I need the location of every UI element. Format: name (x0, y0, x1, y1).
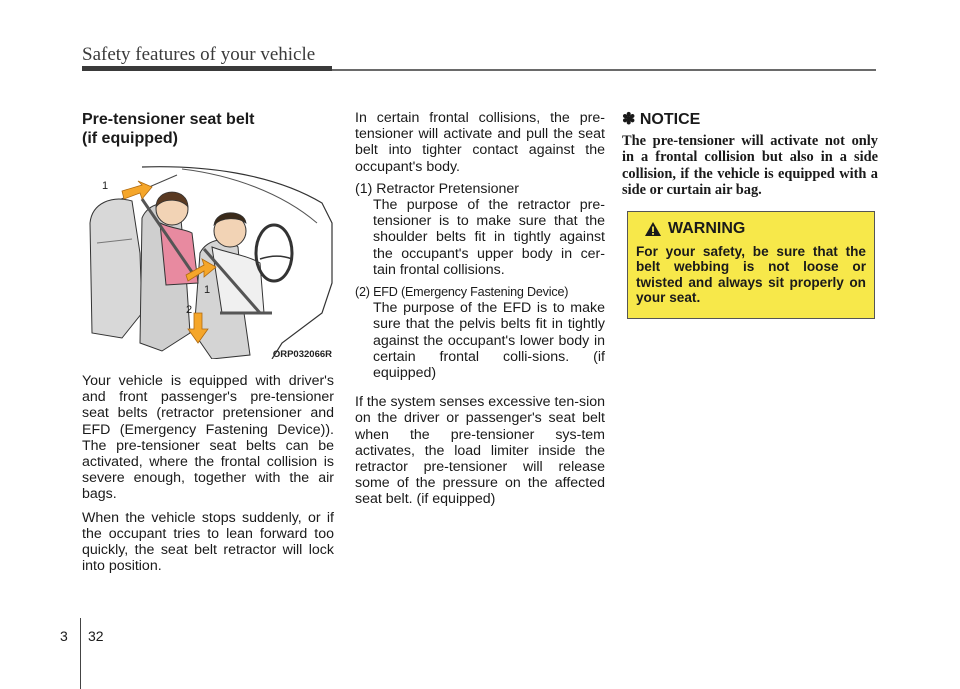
efd-label: (2) EFD (Emergency Fastening Device) (355, 285, 569, 300)
efd-text: The purpose of the EFD is to make sure that the pelvis belts fit in tightly against the occupant's lower body in certain frontal colli-sions. (if equipped) (373, 300, 605, 382)
load-limiter-paragraph: If the system senses excessive ten-sion on the driver or passenger's seat belt when the pre-tensioner sys-tem activates, the load limiter inside the retractor pre-tensioner will release some of the pressure on the affected seat belt. (if equipped) (355, 394, 605, 508)
page-header-title: Safety features of your vehicle (82, 44, 316, 65)
lock-paragraph: When the vehicle stops suddenly, or if the occupant tries to lean forward too quickly, the seat belt retractor will lock into position. (82, 509, 334, 575)
column-right (622, 110, 878, 198)
header-rule (82, 66, 332, 71)
chapter-number: 3 (60, 628, 68, 644)
column-middle (355, 110, 605, 508)
seat-belt-illustration (82, 163, 334, 359)
warning-triangle-icon (644, 221, 662, 237)
callout-2: 2 (186, 304, 193, 316)
page-number: 32 (88, 628, 104, 644)
pretensioner-intro: In certain frontal collisions, the pre-tensioner will activate and pull the seat belt into tighter contact against the occupant's body. (355, 110, 605, 175)
notice-heading (622, 110, 878, 130)
column-left (82, 110, 334, 574)
warning-text: For your safety, be sure that the belt webbing is not loose or twisted and always sit properly on your seat. (636, 244, 866, 306)
car-interior-illustration (82, 163, 334, 359)
section-heading-line2: (if equipped) (82, 130, 178, 147)
notice-title: NOTICE (639, 111, 701, 128)
notice-text: The pre-tensioner will activate not only in a frontal collision but also in a side collision, if the vehicle is equipped with a side or curtain air bag. (622, 133, 878, 198)
callout-1-top: 1 (102, 180, 109, 192)
intro-paragraph: Your vehicle is equipped with driver's and front passenger's pre-tensioner seat belts (retractor pretensioner and EFD (Emergency Fastening Device)). The pre-tensioner seat belts can be activated, where the frontal collision is severe enough, together with the air bags. (82, 373, 334, 503)
warning-header (636, 220, 866, 238)
section-heading (82, 110, 334, 148)
callout-1-middle: 1 (204, 284, 211, 296)
retractor-pretensioner-text: The purpose of the retractor pre-tensioner is to make sure that the shoulder belts fit in tightly against the occupant's upper body in cer-tain frontal collisions. (373, 197, 605, 278)
warning-label: WARNING (668, 220, 746, 237)
header-rule-thin (332, 69, 876, 71)
figure-code: ORP032066R (272, 349, 332, 360)
retractor-pretensioner-label: (1) Retractor Pretensioner (355, 180, 520, 197)
notice-star-icon: ✽ (622, 111, 636, 128)
warning-box (627, 211, 875, 319)
footer-divider (80, 618, 81, 689)
section-heading-line1: Pre-tensioner seat belt (82, 111, 255, 128)
